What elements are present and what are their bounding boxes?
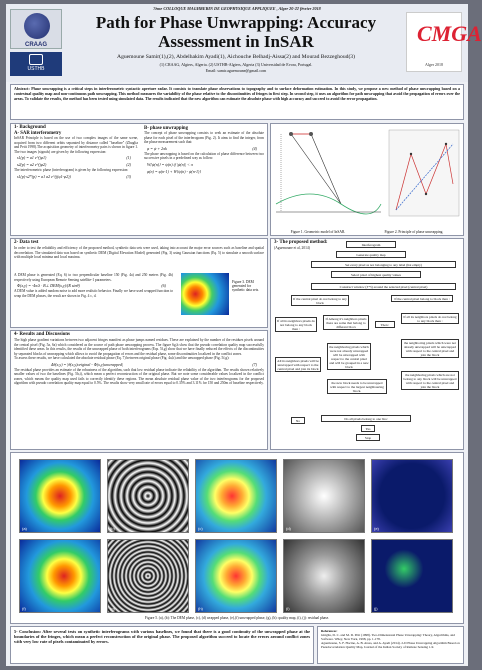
flow-node-neighbors-no-block-2: If all its neighbors pixels do not belong to any block then : [401,313,459,324]
proposed-method-ref: (Aguemoune et al, 2014) [274,246,310,250]
figure-3-caption: Figure 3. DEM generated for synthetic data sets. [232,280,260,292]
equation-2: s2(p) = a2 e^(jφ2) [17,162,47,167]
poster-header [6,4,482,82]
figure-5-panel-label: (f) [22,606,26,611]
craag-logo [10,9,62,49]
references-title: References: [321,629,338,633]
equation-2-number: (2) [126,162,131,167]
equation-1: s1(p) = a1 e^(jφ1) [17,155,47,160]
unwrapping-subtitle: B- phase unwrapping [144,126,188,131]
equation-6: φ(n) = φ(n-1) + W{ψ(n) - ψ(n-1)} [147,168,201,174]
flow-node-unwrap-new-block: the neighboring pixels which were not already unwrapped will be unwrapped with respect to the central pixel and will be grouped in a new block [327,343,371,370]
flow-node-all-one-bloc: Do all pixels belong to one bloc [321,415,411,422]
cmga-logo-sub: Alger 2018 [424,62,444,67]
flow-yes-label: Yes [361,425,375,432]
equation-4-number: (4) [252,145,257,151]
figure-5-panel [195,539,277,613]
figure-5-panel-label: (b) [110,526,115,531]
results-section [10,330,268,450]
reference-2: Aguemoune, S. F. Hocine, A. B. Aissa, and A. Ayadi (2014). 2-D Phase Unwrapping Algorithm Based on Pseudocorrelation Quality Map, Journal of the Indian Society of Remote Sensing 1-9. [321,641,460,649]
figure-5-panel [371,539,453,613]
flow-node-unwrap-join-block: the neighboring pixels which were not already unwrapped will be unwrapped with respect to the central pixel and join the block [401,339,459,358]
poster-title [86,13,386,51]
figure-5-panel-label: (g) [110,606,115,611]
conclusion: 5- Conclusion: After several tests on synthetic interferograms with various baselines, we found that there is a good continuity of the unwrapped phase at the boundaries of the fringes, which mean a perfect reconstruction of the original phase. The proposed algorithm succeed to locate the errors around conflict zones with very low rate of pixels contaminated by errors. [10,626,314,664]
equation-residual: Δθ(x,y) = |θ(x,y)original - Φ(x,y)unwrapped| [51,361,124,367]
cmga-logo-text: CMGA [417,21,482,46]
figure-5-panel-label: (j) [374,606,378,611]
sar-text: InSAR Principle is based on the use of two complex images of the same scene, acquired from two different orbits separated by distance called "baseline" (Zhuglia and Petit 1998).The acquisition geometry of interferometry pairs is shown in figure 1. The two images (signals) are given by the following expression: [14,136,138,154]
figure-5-panel [283,459,365,533]
figure-5-panel-label: (e) [374,526,379,531]
flow-node-central-block: If the central pixel belong to block then : [391,295,453,302]
figure-5-panel [195,459,277,533]
figure-5-panel [19,539,101,613]
data-test-text-3: A DEM value is added random noise to add more realistic behavior. Finally we have used wrapped function to wrap the DEM phases, the result are shown in Fig. 4 c, d. [14,289,173,298]
affiliations: (1) CRAAG, Algiers, Algeria. (2) USTHB-Algiers, Algeria (3) Universidad de Evora, Portugal. [159,62,313,67]
abstract: Abstract: Phase unwrapping is a critical steps in interferometric syntactic aperture radar. It consists to translate phase observations to topography and to surface deformation estimation. In this study, we propose a new method of phase unwrapping based on a contextual quality map and non-continuous path unwrapping. This method measures the variability of the phase relative to the discontinuities of fringes in first step. In second step, it uses an algorithm for path unwrapping that avoid the propagation of errors over the areas. To validate the results, the method has been tested using simulated data. The results indicated that the new algorithm can estimate the absolute phase with high accuracy and succeed to avoid the error propagation. [10,84,464,120]
figure-5-panel [19,459,101,533]
equation-dem-phase-number: (6) [161,283,166,288]
craag-logo-text: CRAAG [25,41,47,48]
background-title: 1- Background [14,125,46,130]
proposed-method-section [270,238,464,450]
title-line-2: Assessment in InSAR [158,32,314,51]
flow-node-quality-map: Generate quality map [336,251,406,258]
data-test-section [10,238,268,328]
unwrapping-text: The concept of phase unwrapping consists to seek an estimate of the absolute phase for each pixel of the interferogram (Fig. 2). It aims to find the integer, from the phase measurement such that: [144,131,264,144]
data-test-text-2: A DEM phase is generated (Eq. 6) to two perpendicular baseline 150 (Fig. 4a) and 250 meters (Fig. 4b) respectively using European Remote Sensing satellite-1 parameters. [14,273,173,282]
insar-geometry-diagram [271,124,465,224]
title-line-1: Path for Phase Unwrapping: Accuracy [95,13,377,32]
references [317,626,464,664]
flow-node-all-unwrap: All its neighbors pixels will be unwrapped with respect to the central pixel and join its block [275,357,321,372]
flow-node-new-block-largest: the new block needs to be unwrapped with respect to the largest neighbouring block. [327,379,387,394]
data-test-text: In order to test the reliability and efficiency of the proposed method, synthetic data sets were used, taking into account the major error sources such as baseline and spatial decorrelation. The simulated data was based on synthetic DEM (Digital Elevation Model) generated (Fig. 3) using Gaussian functions (Eq. 5) to simulate a smooth surface with multiple local minima and local maxima. [14,246,264,259]
figure-5-panel-label: (i) [286,606,290,611]
figure-5-box [10,452,464,624]
globe-icon [24,13,50,39]
equation-residual-number: (7) [252,361,257,367]
figure-5-panel-label: (h) [198,606,203,611]
usthb-logo [10,52,62,76]
proposed-method-title: 3- The proposed method: [274,240,328,245]
figure-5-panel [107,539,189,613]
flow-node-select-pixel: Select pixel of highest quality values [331,271,421,278]
equation-3-number: (3) [126,173,131,179]
authors: Aguemoune Samir(1),(2), Abdelhakim Ayadi(1), Aichouche Belhadj-Aissa(2) and Mourad Bezzeghoud(3) [117,54,355,60]
equation-dem-phase: Φ(x,y) = -4π/λ · B⊥ DEM(x,y)/(R sinθ) [17,283,80,288]
data-test-title: 2- Data test [14,240,39,245]
flow-node-central-not-block: If the central pixel do not belong to any block [291,295,349,306]
figure-5-panel-label: (d) [286,526,291,531]
poster [6,4,482,666]
flow-node-interferogram: Interferogram [346,241,396,248]
equation-4: φ = ψ + 2πk [147,145,167,151]
usthb-logo-text: USTHB [27,66,45,72]
results-title: 4- Results and Discussions [14,332,70,337]
background-section [10,123,268,236]
figure-1-caption: Figure 1. Geometric model of InSAR. [290,230,346,234]
flow-node-construct-window: Construct window (3*3) around the selected pixel (central pixel) [311,283,456,290]
reference-1: Ghiglia, D. C. and M. D. Pritt (1998). Two-Dimensional Phase Unwrapping: Theory, Algorithms, and Software. Wiley, New York, 1998, pp. 1-178. [321,633,455,641]
flow-node-neighbors-different: If Among it's neighbors pixels there are some that belong to different blocs [323,315,369,330]
figure-5-panel-label: (a) [22,526,27,531]
figure-5-panel [283,539,365,613]
flow-node-stop: Stop [356,434,380,441]
cmga-logo [406,12,482,72]
figure-5-panel [107,459,189,533]
results-text: The high phase gradient variations between two adjacent fringes manifest as phase jumps named residues. These are explained by the number of the residues pixels around the central pixel (Fig. 5a, 6a) which considered as the source of path phase unwrapping process. The figure 6g,h show that the pseudo correlation quality map successfully identified these areas. In this results, the results of the unwrapped phase of both interferograms (Eqs. 5f,g) show that we have finally reduced the effects of the discontinuities by separated blocks of unwrapping which allows to avoid the propagation of errors and the residual phase, some discontinuities localized in the conflict zones. [14,338,264,356]
flow-node-set-pixels: Set every pixel as not belonging to any label (list empty) [311,261,456,268]
dem-image [181,273,229,315]
flow-node-neighbors-no-block: If all its neighbors pixels do not belong to any block then : [275,317,317,332]
figure-5-panel [371,459,453,533]
figure-2-caption: Figure 2. Principle of phase unwrapping. [384,230,444,234]
email: Email: samir.aguemoune@gmail.com [205,68,267,73]
equation-5: W{ψ(n)} = ψ(n) if |ψ(n)| < π [147,161,193,167]
flow-node-then: Then : [375,321,395,328]
usthb-mark-icon [29,54,43,65]
results-text-3: The residual phase provides an estimate of the robustness of the algorithm, such that low residual phase indicate the reliability of the algorithm. The results shown relatively smaller values of two the baselines (Fig. 5h,i), which mean a perfect reconstruction of the original phase. But we note some considerable values localized in the conflict zones, which means the quality map used fails to correctly identify these regions. The mean absolute residual phase value of the two interferograms for the proposed algorithm with pseudo correlation quality map equal to 0.5%. The results show very small rate of errors equal to 0.35% and 3.11% for 150 and 250m of baseline respectively. [14,367,264,385]
equation-3: s1(p)·s2*(p) = a1 a2 e^(j(φ1-φ2)) [17,173,71,179]
conference-line: 7ème COLLOQUE MAGHREBIN DE GEOPHYSIQUE APPLIQUEE , Alger 20-22 février 2018 [153,6,321,11]
interferogram-text: The interferometric phase (interferogram) is given by the following expression: [14,168,129,172]
results-text-2: To assess these results, we have calculated the absolute residual phase (Eq. 7) between original phase (Fig. 4a,b) and the unwrapped phase (Fig. 5f,g): [14,356,230,360]
flow-node-not-belong-join: the neighboring pixels which are not belong to any block will be unwrapped with respect to the central pixel and join the block [401,371,459,390]
figures-1-2 [270,123,464,236]
flow-no-label: No [291,417,305,424]
equation-1-number: (1) [126,155,131,160]
figure-5-panel-label: (c) [198,526,203,531]
unwrapping-text-2: The phase unwrapping is based on the calculation of phase difference between two successive pixels in a predefined way as follow: [144,151,264,160]
figure-5-caption: Figure 5. (a), (b): The DEM phase, (c), (d) wrapped phase, (e),(f) unwrapped phase, (g), (h): quality map, (i), (j): residual phase. [144,616,330,620]
sar-subtitle: A- SAR interferometry [14,131,62,136]
